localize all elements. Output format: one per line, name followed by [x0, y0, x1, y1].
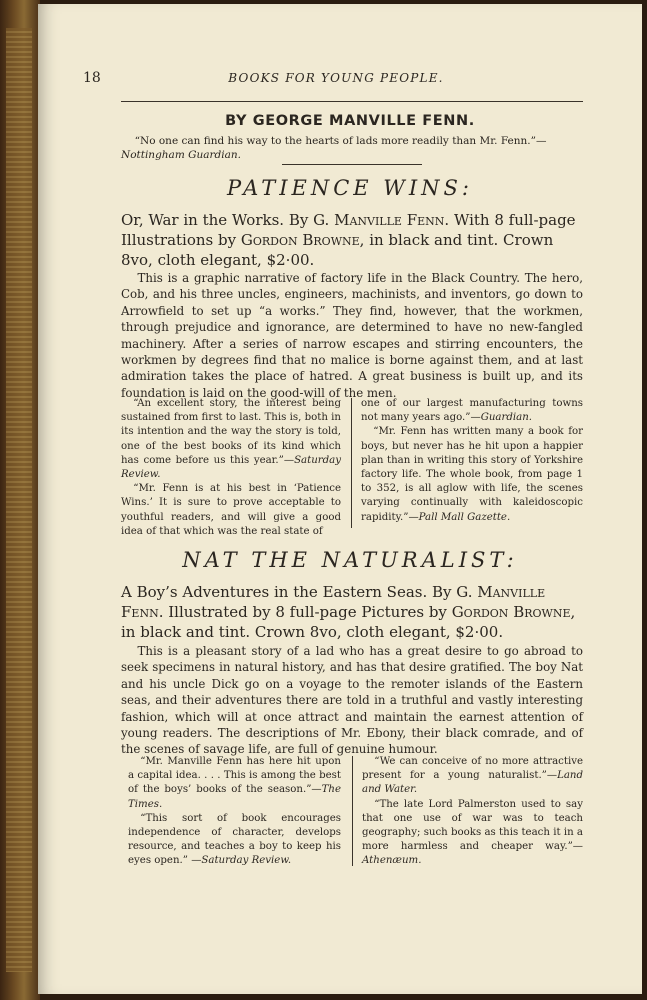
review-text: “Mr. Fenn is at his best in ‘Patience Wins.’ It is sure to prove acceptable to youthful readers, and will give a good idea of that which was the real state of [121, 483, 341, 537]
review-source: The Times. [128, 784, 341, 810]
book2-body [121, 643, 583, 758]
book1-reviews-left [121, 397, 341, 539]
review-text: “We can conceive of no more attractive present for a young naturalist.”— [362, 756, 583, 782]
review-source: Saturday Review. [121, 454, 341, 481]
review-text: “Mr. Manville Fenn has here hit upon a capital idea. . . . This is among the best of the boys’ books of the season.”— [128, 756, 341, 796]
review-source: Guardian. [480, 412, 532, 424]
book1-title: PATIENCE WINS: [226, 176, 473, 200]
review-quote [361, 397, 583, 425]
review-text: “An excellent story, the interest being sustained from first to last. This is, both in its intention and the way the story is told, one of the best books of its kind which has come before us this year.”— [121, 398, 341, 466]
book1-reviews-right [361, 397, 583, 525]
review-text: one of our largest manufacturing towns not many years ago.”— [361, 398, 583, 424]
review-quote [121, 482, 341, 539]
book2-desc-part: A Boy’s Adventures in the Eastern Seas. By G. [121, 583, 478, 601]
book2-reviews-left [128, 755, 341, 869]
review-source: Pall Mall Gazette. [418, 511, 511, 523]
review-text: “The late Lord Palmerston used to say that one use of war was to teach geography; such books as this teach it in a more harmless and cheaper way.”— [362, 798, 583, 853]
binding-gilt-edge [6, 28, 32, 972]
book1-description [121, 210, 583, 270]
review-source: Land and Water. [362, 770, 583, 796]
book1-body-text: This is a graphic narrative of factory life in the Black Country. The hero, Cob, and his three uncles, engineers, machinists, and inventors, go down to Arrowfield to set up “a works.” They find, however, that the workmen, through prejudice and ignorance, are determined to have no new-fangled machinery. After a series of narrow escapes and stirring encounters, the workmen by degrees find that no malice is borne against them, and at last admiration takes the place of hatred. A great business is built up, and its foundation is laid on the good-will of the men. [121, 271, 583, 400]
book1-desc-part: Or, War in the Works. By G. [121, 211, 335, 229]
review-source: Athenæum. [362, 855, 422, 867]
book2-desc-part: , in black and tint. Crown 8vo, cloth elegant, $2·00. [121, 603, 576, 641]
book2-description [121, 582, 583, 642]
review-quote [362, 755, 583, 798]
column-divider [352, 756, 353, 866]
column-divider [351, 398, 352, 528]
author-heading: BY GEORGE MANVILLE FENN. [225, 113, 475, 129]
book1-desc-part: . With 8 full-page Illustrations by [121, 211, 576, 249]
review-text: “This sort of book encourages independence of character, develops resource, and teaches a boy to keep his eyes open.” — [128, 812, 341, 867]
book2-author-name: Manville Fenn [121, 583, 546, 621]
book-binding [0, 0, 40, 1000]
review-quote [121, 397, 341, 482]
review-quote [361, 425, 583, 524]
book1-desc-part: , in black and tint. Crown 8vo, cloth elegant, $2·00. [121, 231, 554, 269]
book2-illustrator-name: Gordon Browne [451, 603, 571, 621]
book2-desc-part: . Illustrated by 8 full-page Pictures by [158, 603, 452, 621]
running-title: BOOKS FOR YOUNG PEOPLE. [228, 71, 444, 85]
review-quote [362, 798, 583, 869]
book2-body-text: This is a pleasant story of a lad who has a great desire to go abroad to seek specimens in natural history, and has that desire gratified. The boy Nat and his uncle Dick go on a voyage to the remoter islands of the Eastern seas, and their adventures there are told in a truthful and vastly interesting fashion, which will at once attract and maintain the earnest attention of young readers. The descriptions of Mr. Ebony, their black comrade, and of the scenes of savage life, are full of genuine humour. [121, 644, 583, 757]
review-quote [128, 755, 341, 812]
short-divider [282, 164, 422, 165]
book1-illustrator-name: Gordon Browne [240, 231, 360, 249]
author-quote-source: Nottingham Guardian. [121, 149, 241, 161]
author-quote [121, 134, 581, 162]
review-quote [128, 812, 341, 869]
book1-body [121, 270, 583, 401]
review-text: “Mr. Fenn has written many a book for boys, but never has he hit upon a happier plan than in writing this story of Yorkshire factory life. The whole book, from page 1 to 352, is all aglow with life, the scenes varying continually with kaleidoscopic rapidity.”— [361, 426, 583, 523]
running-header [83, 70, 589, 88]
page-number: 18 [83, 70, 101, 86]
book1-author-name: Manville Fenn [334, 211, 445, 229]
author-quote-text: “No one can find his way to the hearts of lads more readily than Mr. Fenn.”— [134, 135, 547, 147]
review-source: Saturday Review. [201, 855, 292, 867]
book2-title: NAT THE NATURALIST: [182, 548, 518, 572]
header-rule [121, 101, 583, 102]
book2-reviews-right [362, 755, 583, 869]
